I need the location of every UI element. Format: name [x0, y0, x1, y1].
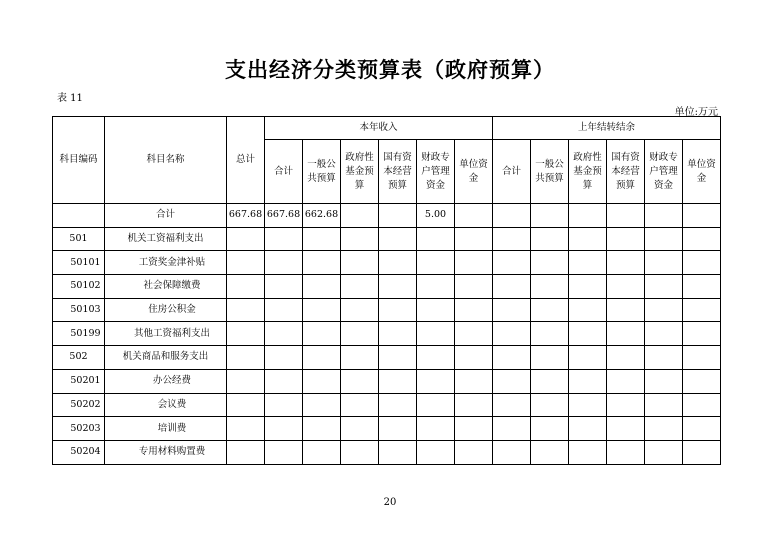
header-total: 总计 — [227, 117, 265, 204]
row-value — [265, 227, 303, 251]
row-value — [531, 227, 569, 251]
row-value — [607, 393, 645, 417]
row-value — [417, 227, 455, 251]
row-value — [531, 417, 569, 441]
row-value — [455, 440, 493, 464]
row-value — [379, 298, 417, 322]
unit-label: 单位:万元 — [674, 107, 718, 118]
row-value — [645, 204, 683, 228]
current-income-subheader: 政府性 基金预 算 — [341, 140, 379, 204]
row-value — [493, 322, 531, 346]
row-value — [227, 275, 265, 299]
row-value — [379, 440, 417, 464]
row-value — [455, 417, 493, 441]
row-value — [341, 393, 379, 417]
row-value — [531, 298, 569, 322]
row-value — [607, 440, 645, 464]
row-value — [607, 369, 645, 393]
row-value — [493, 417, 531, 441]
row-value — [417, 251, 455, 275]
row-value — [493, 275, 531, 299]
row-value — [417, 322, 455, 346]
row-value — [379, 227, 417, 251]
row-value — [493, 346, 531, 370]
table-row — [53, 346, 721, 370]
current-income-subheader: 国有资 本经营 预算 — [379, 140, 417, 204]
current-income-subheader: 单位资 金 — [455, 140, 493, 204]
row-value — [341, 346, 379, 370]
row-value — [341, 440, 379, 464]
table-row — [53, 251, 721, 275]
row-value — [455, 227, 493, 251]
row-value — [683, 251, 721, 275]
row-value — [493, 369, 531, 393]
row-value — [683, 227, 721, 251]
row-value — [265, 417, 303, 441]
row-value — [303, 369, 341, 393]
header-current-income: 本年收入 — [265, 117, 493, 140]
row-name: 机关商品和服务支出 — [105, 346, 227, 370]
row-value — [417, 369, 455, 393]
row-value — [455, 204, 493, 228]
row-value: 667.68 — [265, 204, 303, 228]
row-value — [227, 417, 265, 441]
current-income-subheader: 财政专 户管理 资金 — [417, 140, 455, 204]
row-name: 机关工资福利支出 — [105, 227, 227, 251]
row-name: 合计 — [105, 204, 227, 228]
row-value — [683, 298, 721, 322]
row-value — [607, 322, 645, 346]
row-value — [493, 298, 531, 322]
row-code: 502 — [53, 346, 105, 370]
row-value — [531, 204, 569, 228]
row-value — [569, 417, 607, 441]
row-value — [265, 298, 303, 322]
row-value — [303, 393, 341, 417]
row-name: 工资奖金津补贴 — [105, 251, 227, 275]
row-value — [303, 417, 341, 441]
row-name: 办公经费 — [105, 369, 227, 393]
header-code: 科目编码 — [53, 117, 105, 204]
row-name: 会议费 — [105, 393, 227, 417]
table-row — [53, 322, 721, 346]
row-value — [645, 440, 683, 464]
row-value — [531, 393, 569, 417]
row-code: 50204 — [53, 440, 105, 464]
row-value — [493, 251, 531, 275]
row-code: 50202 — [53, 393, 105, 417]
row-value — [341, 275, 379, 299]
prior-carryover-subheader: 国有资 本经营 预算 — [607, 140, 645, 204]
row-value — [683, 393, 721, 417]
row-value: 662.68 — [303, 204, 341, 228]
row-value — [569, 393, 607, 417]
row-value — [303, 440, 341, 464]
row-value — [341, 204, 379, 228]
header-prior-carryover: 上年结转结余 — [493, 117, 721, 140]
row-code: 50102 — [53, 275, 105, 299]
row-value — [303, 227, 341, 251]
table-row — [53, 275, 721, 299]
row-value — [531, 275, 569, 299]
row-name: 培训费 — [105, 417, 227, 441]
row-value — [265, 369, 303, 393]
row-value — [531, 322, 569, 346]
row-value — [645, 322, 683, 346]
row-value — [455, 251, 493, 275]
row-value — [265, 275, 303, 299]
row-value — [379, 204, 417, 228]
row-value: 667.68 — [227, 204, 265, 228]
row-value — [455, 275, 493, 299]
table-row — [53, 393, 721, 417]
page-title: 支出经济分类预算表（政府预算） — [225, 57, 555, 82]
row-value — [569, 227, 607, 251]
row-value — [607, 227, 645, 251]
row-value — [607, 417, 645, 441]
row-value — [569, 251, 607, 275]
row-value — [303, 298, 341, 322]
page-number: 20 — [383, 497, 397, 508]
row-value — [645, 227, 683, 251]
row-code: 50103 — [53, 298, 105, 322]
row-value — [569, 440, 607, 464]
row-value — [455, 369, 493, 393]
table-number: 表 11 — [57, 93, 83, 104]
row-value — [645, 369, 683, 393]
row-value — [493, 440, 531, 464]
row-value — [531, 440, 569, 464]
row-value — [455, 298, 493, 322]
row-code: 50201 — [53, 369, 105, 393]
row-name: 专用材料购置费 — [105, 440, 227, 464]
header-name: 科目名称 — [105, 117, 227, 204]
row-value — [227, 298, 265, 322]
row-name: 社会保障缴费 — [105, 275, 227, 299]
row-value — [379, 417, 417, 441]
row-value — [379, 346, 417, 370]
table-row — [53, 298, 721, 322]
table-row — [53, 369, 721, 393]
row-value — [645, 393, 683, 417]
row-value — [683, 346, 721, 370]
table-row — [53, 440, 721, 464]
row-value — [683, 369, 721, 393]
row-value — [455, 346, 493, 370]
current-income-subheader: 一般公 共预算 — [303, 140, 341, 204]
row-value — [493, 204, 531, 228]
row-value — [569, 298, 607, 322]
row-value — [265, 322, 303, 346]
row-value — [683, 440, 721, 464]
row-value — [493, 393, 531, 417]
row-value — [417, 440, 455, 464]
row-value — [379, 275, 417, 299]
row-value — [265, 393, 303, 417]
row-value — [645, 346, 683, 370]
row-value — [607, 298, 645, 322]
row-value — [493, 227, 531, 251]
row-value — [227, 440, 265, 464]
row-value — [341, 298, 379, 322]
row-value — [379, 369, 417, 393]
row-value — [569, 369, 607, 393]
row-value — [303, 275, 341, 299]
row-value — [455, 322, 493, 346]
row-value — [417, 275, 455, 299]
row-value — [265, 346, 303, 370]
row-value — [569, 346, 607, 370]
row-value — [341, 251, 379, 275]
row-value — [341, 369, 379, 393]
row-value — [531, 251, 569, 275]
row-code: 501 — [53, 227, 105, 251]
prior-carryover-subheader: 一般公 共预算 — [531, 140, 569, 204]
row-value — [227, 369, 265, 393]
row-value — [607, 275, 645, 299]
row-code: 50101 — [53, 251, 105, 275]
row-name: 其他工资福利支出 — [105, 322, 227, 346]
row-value — [455, 393, 493, 417]
current-income-subheader: 合计 — [265, 140, 303, 204]
row-value — [645, 417, 683, 441]
row-value — [379, 393, 417, 417]
row-value — [645, 251, 683, 275]
row-value — [683, 275, 721, 299]
table-row — [53, 417, 721, 441]
row-value — [265, 251, 303, 275]
row-value — [683, 322, 721, 346]
prior-carryover-subheader: 财政专 户管理 资金 — [645, 140, 683, 204]
prior-carryover-subheader: 单位资 金 — [683, 140, 721, 204]
row-value — [341, 322, 379, 346]
row-value — [303, 346, 341, 370]
row-value — [227, 251, 265, 275]
row-value — [417, 298, 455, 322]
row-value — [531, 369, 569, 393]
row-value — [227, 393, 265, 417]
row-value — [265, 440, 303, 464]
row-value — [341, 417, 379, 441]
row-value — [227, 322, 265, 346]
row-value — [569, 204, 607, 228]
prior-carryover-subheader: 政府性 基金预 算 — [569, 140, 607, 204]
table-row — [53, 204, 721, 228]
row-value — [569, 275, 607, 299]
row-value — [379, 251, 417, 275]
row-code — [53, 204, 105, 228]
row-value — [683, 417, 721, 441]
row-value — [645, 298, 683, 322]
table-row — [53, 227, 721, 251]
row-value — [417, 393, 455, 417]
row-value — [341, 227, 379, 251]
row-value — [303, 251, 341, 275]
row-value — [531, 346, 569, 370]
row-value — [227, 346, 265, 370]
row-value — [607, 346, 645, 370]
budget-table — [52, 116, 721, 465]
prior-carryover-subheader: 合计 — [493, 140, 531, 204]
row-value — [417, 346, 455, 370]
row-code: 50199 — [53, 322, 105, 346]
row-value — [683, 204, 721, 228]
row-value — [607, 204, 645, 228]
row-value — [607, 251, 645, 275]
row-value — [569, 322, 607, 346]
row-value: 5.00 — [417, 204, 455, 228]
row-value — [227, 227, 265, 251]
row-value — [645, 275, 683, 299]
row-value — [303, 322, 341, 346]
row-name: 住房公积金 — [105, 298, 227, 322]
row-value — [379, 322, 417, 346]
row-value — [417, 417, 455, 441]
row-code: 50203 — [53, 417, 105, 441]
